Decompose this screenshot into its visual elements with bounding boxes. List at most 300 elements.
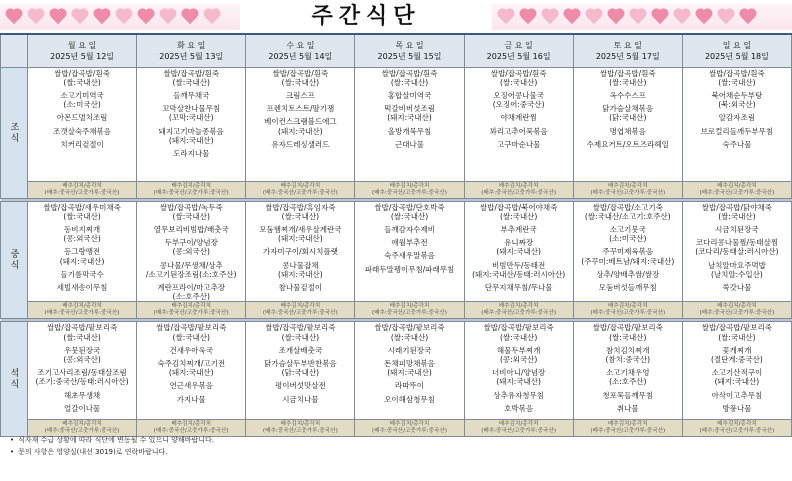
heart-icon <box>672 8 692 26</box>
menu-item: 쌀밥/잡곡밥/흰죽 <box>163 68 220 78</box>
menu-item: 쌀밥/잡곡밥/팥보리죽 <box>46 323 118 333</box>
origin-note: /소고기된장조림(소:호주산) <box>145 269 237 279</box>
kimchi-cell <box>464 420 573 437</box>
menu-item: 시금치된장국 <box>715 224 759 234</box>
origin-note: (돼지:국내산) <box>278 269 323 279</box>
menu-item: 들깨무채국 <box>173 90 210 100</box>
menu-item: 소고기뭇국 <box>609 224 646 234</box>
menu-item: 가자미구이/회시치플랫 <box>262 247 338 257</box>
heart-icon <box>540 8 560 26</box>
menu-cell <box>573 201 682 302</box>
menu-item: 도라지나물 <box>173 148 210 158</box>
origin-note: (배추:중국산/고춧가루:중국산) <box>590 310 666 317</box>
menu-item: 방풍나물 <box>722 403 752 413</box>
origin-note: (소:미국산) <box>609 234 647 244</box>
kimchi-cell <box>682 420 791 437</box>
origin-note: (배추:중국산/고춧가루:중국산) <box>481 310 557 317</box>
menu-item: 시래기된장국 <box>387 345 432 355</box>
menu-item: 참치김치찌개 <box>606 345 650 355</box>
origin-note: (배추:중국산/고춧가루:중국산) <box>481 189 557 196</box>
menu-item: 들기름막국수 <box>60 269 104 279</box>
day-name: 월 요 일 <box>67 41 97 50</box>
menu-cell <box>28 201 137 302</box>
origin-note: (소:미국산) <box>63 100 101 110</box>
origin-note: (돼지:국내산) <box>59 256 105 266</box>
origin-note: (돼지:국내산) <box>496 377 541 387</box>
day-header <box>573 34 682 67</box>
day-header <box>28 34 137 67</box>
menu-item: 코다리콩나물찜/동태살찜 <box>695 238 779 248</box>
menu-item: 홍합살미역국 <box>387 90 432 100</box>
kimchi-cell <box>28 181 137 198</box>
origin-note: (배추:중국산/고춧가루:중국산) <box>262 310 338 317</box>
origin-note: (돼지:국내산) <box>168 368 214 378</box>
origin-note: (오징어:중국산) <box>492 100 545 110</box>
kimchi-item: 배추김치/총각치 <box>607 303 648 310</box>
kimchi-item: 배추김치/총각치 <box>389 303 430 310</box>
kimchi-item: 배추김치/총각치 <box>280 182 321 189</box>
day-name: 목 요 일 <box>395 41 424 50</box>
kimchi-cell <box>355 302 464 319</box>
kimchi-cell <box>464 181 573 198</box>
day-date: 2025년 5월 18일 <box>704 52 769 61</box>
menu-item: 애월부추전 <box>391 238 428 248</box>
kimchi-row <box>1 181 792 198</box>
heart-icon <box>694 8 714 26</box>
origin-note: (쌀:국내산) <box>499 77 538 87</box>
heart-icon <box>628 8 648 26</box>
kimchi-item: 배추김치/총각치 <box>498 303 539 310</box>
origin-note: (배추:중국산/고춧가루:중국산) <box>699 428 775 435</box>
kimchi-cell <box>573 420 682 437</box>
menu-item: 소고기산적구이 <box>711 368 763 378</box>
kimchi-cell <box>464 302 573 319</box>
heart-decoration-right <box>492 4 792 30</box>
menu-item: 소고기미역국 <box>60 90 104 100</box>
kimchi-item: 배추김치/총각치 <box>62 421 102 428</box>
menu-cell <box>28 322 137 420</box>
day-header <box>246 34 355 67</box>
heart-icon <box>136 8 156 26</box>
kimchi-cell <box>246 181 355 198</box>
menu-item: 근대나물 <box>395 139 424 149</box>
kimchi-item: 배추김치/총각치 <box>389 421 430 428</box>
menu-cell <box>137 201 246 302</box>
menu-cell <box>573 67 682 181</box>
heart-icon <box>518 8 538 26</box>
origin-note: (돼지:국내산) <box>387 368 432 378</box>
day-date: 2025년 5월 12일 <box>50 52 115 61</box>
heart-icon <box>92 8 112 26</box>
menu-item: 열무보리비빔밥/배춧국 <box>153 224 229 234</box>
kimchi-item: 배추김치/총각치 <box>607 182 648 189</box>
menu-item: 상추유자청무침 <box>493 390 544 400</box>
menu-item: 돈채피망채볶음 <box>384 358 435 368</box>
footer-note-text: 문의 사항은 영양실(내선 3019)로 연락바랍니다. <box>18 448 168 456</box>
day-date: 2025년 5월 14일 <box>268 52 333 61</box>
menu-item: 주꾸미제육볶음 <box>602 247 654 257</box>
day-date: 2025년 5월 17일 <box>595 52 660 61</box>
day-name: 일 요 일 <box>722 41 752 50</box>
weekly-menu-table <box>0 33 792 437</box>
origin-note: (쌀:국내산) <box>63 211 101 221</box>
origin-note: (배추:중국산/고춧가루:중국산) <box>699 189 775 196</box>
menu-item: 알감자조림 <box>718 113 756 123</box>
menu-item: 상추/양배추쌈/쌈장 <box>596 269 660 279</box>
menu-item: 꽃게찌개 <box>722 345 752 355</box>
origin-note: (쌀:국내산) <box>172 332 210 342</box>
day-name: 토 요 일 <box>613 41 642 50</box>
kimchi-cell <box>573 181 682 198</box>
menu-body <box>1 67 792 437</box>
footer-note <box>10 434 214 446</box>
footer-note <box>10 446 214 458</box>
bullet-icon: • <box>10 448 15 456</box>
menu-cell <box>682 67 791 181</box>
menu-cell <box>246 322 355 420</box>
menu-item: 쑥갓나물 <box>722 282 752 292</box>
menu-item: 들깨감자수제비 <box>384 224 435 234</box>
origin-note: (돼지:국내산/동태:러시아산) <box>472 269 566 279</box>
day-header <box>682 34 791 67</box>
meal-label-cell <box>1 322 28 437</box>
kimchi-row <box>1 302 792 319</box>
origin-note: (쌀:국내산) <box>499 211 538 221</box>
menu-item: 쌀밥/잡곡밥/흰죽 <box>599 68 656 78</box>
kimchi-item: 배추김치/총각치 <box>171 303 212 310</box>
menu-cell <box>137 67 246 181</box>
meal-row <box>1 67 792 181</box>
heart-icon <box>4 8 24 26</box>
menu-item: 건새우아욱국 <box>169 345 213 355</box>
origin-note: (북:외국산) <box>718 100 756 110</box>
origin-note: (배추:중국산/고춧가루:중국산) <box>481 428 557 435</box>
origin-note: (돼지:국내산) <box>387 113 432 123</box>
menu-item: 숙주김치찌개/고기전 <box>157 358 226 368</box>
menu-cell <box>28 67 137 181</box>
heart-icon <box>606 8 626 26</box>
origin-note: (콩:외국산) <box>172 247 210 257</box>
menu-cell <box>573 322 682 420</box>
menu-item: 쌀밥/잡곡밥/팥보리죽 <box>483 323 554 333</box>
menu-item: 쌀밥/잡곡밥/닭야채죽 <box>701 202 773 212</box>
origin-note: (배추:중국산/고춧가루:중국산) <box>262 428 338 435</box>
menu-item: 고구마순나물 <box>496 139 541 149</box>
origin-note: (배추:중국산/고춧가루:중국산) <box>590 428 666 435</box>
heart-icon <box>26 8 46 26</box>
menu-item: 쌀밥/잡곡밥/소고기죽 <box>592 202 663 212</box>
menu-item: 닭가슴살두부반찬볶음 <box>264 358 337 368</box>
menu-cell <box>355 67 464 181</box>
origin-note: (닭:국내산) <box>609 113 647 123</box>
corner-cell <box>1 34 28 67</box>
menu-cell <box>464 67 573 181</box>
origin-note: (돼지:국내산) <box>278 234 323 244</box>
menu-item: 모둠햄찌개/새우살계란국 <box>259 224 342 234</box>
kimchi-cell <box>246 420 355 437</box>
origin-note: (콩:외국산) <box>63 354 101 364</box>
menu-item: 쌀밥/잡곡밥/새우미채죽 <box>43 202 121 212</box>
day-name: 금 요 일 <box>504 41 533 50</box>
footer-note-text: 식자재 수급 상황에 따라 식단에 변동될 수 있으니 양해바랍니다. <box>18 436 214 444</box>
origin-note: (배추:중국산/고춧가루:중국산) <box>262 189 338 196</box>
origin-note: (배추:중국산/고춧가루:중국산) <box>372 428 447 435</box>
heart-icon <box>584 8 604 26</box>
origin-note: (쌀:국내산) <box>609 332 647 342</box>
menu-item: 쌀밥/잡곡밥/단호박죽 <box>374 202 445 212</box>
origin-note: (콩:외국산) <box>499 354 538 364</box>
origin-note: (배추:중국산/고춧가루:중국산) <box>153 189 229 196</box>
menu-item: 프렌치토스트/딸기잼 <box>266 104 335 114</box>
menu-item: 단무지채무침/무나물 <box>484 282 553 292</box>
menu-item: 쌀밥/잡곡밥/팥보리죽 <box>701 323 773 333</box>
menu-item: 아몬드멸치조림 <box>56 113 108 123</box>
menu-item: 모둠버섯들깨무침 <box>598 282 657 292</box>
kimchi-cell <box>137 181 246 198</box>
menu-item: 동비지찌개 <box>63 224 101 234</box>
origin-note: (쌀:국내산) <box>718 332 756 342</box>
meal-row <box>1 201 792 302</box>
menu-item: 꼬막살찬나물무침 <box>162 104 221 114</box>
menu-cell <box>464 201 573 302</box>
kimchi-item: 배추김치/총각치 <box>717 303 757 310</box>
origin-note: (쌀:국내산) <box>281 77 320 87</box>
heart-icon <box>202 8 222 26</box>
menu-item: 쌀밥/잡곡밥/팥보리죽 <box>592 323 663 333</box>
menu-item: 오이해삼청무침 <box>384 394 435 404</box>
origin-note: (쌀:국내산) <box>63 77 101 87</box>
origin-note: (돼지:국내산) <box>168 135 214 145</box>
kimchi-item: 배추김치/총각치 <box>171 421 212 428</box>
menu-cell <box>682 201 791 302</box>
menu-item: 우뭇된장국 <box>63 345 101 355</box>
day-header <box>355 34 464 67</box>
menu-item: 유니짜장 <box>504 238 534 248</box>
origin-note: (쌀:국내산) <box>390 211 429 221</box>
menu-item: 날치알마요주먹밥 <box>707 260 766 270</box>
menu-item: 쌀밥/잡곡밥/녹두죽 <box>159 202 223 212</box>
footer-notes <box>10 434 214 458</box>
menu-item: 소고기채우엉 <box>606 368 650 378</box>
kimchi-item: 배추김치/총각치 <box>498 182 539 189</box>
menu-item: 취나물 <box>616 403 639 413</box>
menu-item: 쌀밥/잡곡밥/흰죽 <box>490 68 547 78</box>
menu-item: 쌀밥/잡곡밥/흰죽 <box>54 68 110 78</box>
meal-label-cell <box>1 201 28 319</box>
origin-note: (닭:국내산) <box>281 368 320 378</box>
origin-note: (배추:중국산/고춧가루:중국산) <box>590 189 666 196</box>
origin-note: (쌀:국내산) <box>609 77 647 87</box>
origin-note: (쌀:국내산/소고기:호주산) <box>584 211 671 221</box>
origin-note: (참치:중국산) <box>605 354 651 364</box>
day-name: 화 요 일 <box>177 41 206 50</box>
menu-item: 부추계란국 <box>500 224 537 234</box>
meal-label: 조식 <box>8 121 19 144</box>
menu-item: 옥수수스프 <box>609 90 646 100</box>
menu-item: 두부구이/양념장 <box>164 238 218 248</box>
menu-item: 숙주새우말볶음 <box>384 251 435 261</box>
menu-item: 쌀밥/잡곡밥/팥보리죽 <box>156 323 227 333</box>
origin-note: (배추:중국산/고춧가루:중국산) <box>372 310 447 317</box>
menu-item: 시금치나물 <box>282 394 319 404</box>
origin-note: (콩:외국산) <box>63 234 101 244</box>
origin-note: (쌀:국내산) <box>718 77 756 87</box>
menu-item: 조갯살숙주채볶음 <box>53 126 112 136</box>
menu-item: 떡갈비버섯조림 <box>384 104 435 114</box>
menu-item: 쌀밥/잡곡밥/북어야채죽 <box>479 202 558 212</box>
origin-note: (조기:중국산/동태:러시아산) <box>35 377 129 387</box>
menu-item: 야채계란찜 <box>500 113 537 123</box>
heart-icon <box>48 8 68 26</box>
meal-label: 중식 <box>8 248 19 271</box>
heart-icon <box>562 8 582 26</box>
menu-item: 계란프라이/마고추장 <box>157 282 226 292</box>
origin-note: (배추:중국산/고춧가루:중국산) <box>153 310 229 317</box>
menu-item: 참나물겉절이 <box>278 282 323 292</box>
menu-item: 올방개묵무침 <box>387 126 432 136</box>
menu-cell <box>682 322 791 420</box>
menu-item: 유자드레싱샐러드 <box>271 139 330 149</box>
kimchi-cell <box>137 302 246 319</box>
menu-cell <box>355 201 464 302</box>
menu-item: 평이버섯맛살전 <box>274 381 326 391</box>
origin-note: (주꾸미:베트남/돼지:국내산) <box>581 256 675 266</box>
menu-item: 크림스프 <box>285 90 315 100</box>
kimchi-cell <box>682 302 791 319</box>
menu-item: 오징어콩나물국 <box>493 90 544 100</box>
menu-item: 해물두부찌개 <box>496 345 541 355</box>
kimchi-item: 배추김치/총각치 <box>717 182 757 189</box>
origin-note: (꼬막:국내산) <box>168 113 214 123</box>
menu-item: 콩나물잡채 <box>282 260 319 270</box>
day-header <box>464 34 573 67</box>
menu-item: 해초무생채 <box>63 390 101 400</box>
kimchi-cell <box>355 181 464 198</box>
menu-cell <box>137 322 246 420</box>
origin-note: (배추:중국산/고춧가루:중국산) <box>44 428 120 435</box>
origin-note: (쌀:국내산) <box>499 332 538 342</box>
origin-note: (배추:중국산/고춧가루:중국산) <box>153 428 229 435</box>
kimchi-item: 배추김치/총각치 <box>280 421 321 428</box>
kimchi-item: 배추김치/총각치 <box>717 421 757 428</box>
menu-item: 브로컬리들깨두부무침 <box>700 126 774 136</box>
heart-icon <box>496 8 516 26</box>
day-name: 수 요 일 <box>286 41 315 50</box>
menu-item: 등그랑땡전 <box>63 247 101 257</box>
origin-note: (쌀:국내산) <box>63 332 101 342</box>
heart-icon <box>650 8 670 26</box>
day-header <box>137 34 246 67</box>
origin-note: (배추:중국산/고춧가루:중국산) <box>372 189 447 196</box>
menu-cell <box>246 67 355 181</box>
page-title: 주간식단 <box>311 3 421 29</box>
menu-item: 아삭이고추무침 <box>711 390 763 400</box>
origin-note: (쌀:국내산) <box>390 332 429 342</box>
menu-item: 쌀밥/잡곡밥/흰죽 <box>709 68 765 78</box>
menu-cell <box>246 201 355 302</box>
origin-note: (쌀:국내산) <box>281 332 320 342</box>
menu-item: 수제요거트/오트즈라헤일 <box>586 139 669 149</box>
origin-note: (절단게:중국산) <box>710 354 763 364</box>
meal-row <box>1 322 792 420</box>
origin-note: (배추:중국산/고춧가루:중국산) <box>699 310 775 317</box>
heart-icon <box>716 8 736 26</box>
menu-item: 가지나물 <box>176 394 206 404</box>
kimchi-item: 배추김치/총각치 <box>498 421 539 428</box>
heart-icon <box>180 8 200 26</box>
header-banner <box>0 0 792 33</box>
kimchi-cell <box>355 420 464 437</box>
menu-item: 쌀밥/잡곡밥/흰죽 <box>381 68 438 78</box>
kimchi-item: 배추김치/총각치 <box>62 303 102 310</box>
menu-item: 베이컨스크램블드에그 <box>264 117 337 127</box>
origin-note: (배추:중국산/고춧가루:중국산) <box>44 189 120 196</box>
day-header-row <box>1 34 792 67</box>
menu-item: 쌀밥/잡곡밥/흑임자죽 <box>265 202 336 212</box>
kimchi-item: 배추김치/총각치 <box>171 182 212 189</box>
kimchi-cell <box>682 181 791 198</box>
heart-icon <box>114 8 134 26</box>
menu-item: 비빔만두/동태전 <box>492 260 546 270</box>
menu-cell <box>355 322 464 420</box>
origin-note: (소:호주산) <box>172 292 210 302</box>
menu-item: 닭가슴살채볶음 <box>602 104 654 114</box>
menu-item: 호박볶음 <box>504 403 534 413</box>
origin-note: (돼지:국내산) <box>714 377 760 387</box>
kimchi-item: 배추김치/총각치 <box>62 182 102 189</box>
origin-note: (돼지:국내산) <box>278 126 323 136</box>
origin-note: (코다리/동태살:러시아산) <box>695 247 779 257</box>
menu-item: 연근새우볶음 <box>169 381 213 391</box>
kimchi-cell <box>28 302 137 319</box>
kimchi-item: 배추김치/총각치 <box>280 303 321 310</box>
menu-item: 돼지고기마늘종볶음 <box>158 126 224 136</box>
day-date: 2025년 5월 15일 <box>377 52 442 61</box>
day-date: 2025년 5월 13일 <box>159 52 224 61</box>
menu-item: 청포묵들깨무침 <box>602 390 654 400</box>
heart-icon <box>158 8 178 26</box>
menu-item: 너비아니/양념장 <box>492 368 546 378</box>
origin-note: (쌀:국내산) <box>172 211 210 221</box>
menu-item: 조개살배춧국 <box>278 345 323 355</box>
origin-note: (날치알:수입산) <box>710 269 763 279</box>
menu-item: 쌀밥/잡곡밥/흰죽 <box>272 68 329 78</box>
heart-icon <box>70 8 90 26</box>
origin-note: (쌀:국내산) <box>718 211 756 221</box>
menu-item: 꽈리고추어묵볶음 <box>489 126 548 136</box>
origin-note: (배추:중국산/고춧가루:중국산) <box>44 310 120 317</box>
kimchi-cell <box>246 302 355 319</box>
meal-label: 석식 <box>8 368 19 391</box>
menu-item: 쌀밥/잡곡밥/팥보리죽 <box>374 323 445 333</box>
kimchi-cell <box>573 302 682 319</box>
origin-note: (쌀:국내산) <box>281 211 320 221</box>
kimchi-item: 배추김치/총각치 <box>607 421 648 428</box>
menu-item: 파래두말펭이무침/파래무침 <box>364 264 455 274</box>
menu-item: 치커리겉절이 <box>60 139 104 149</box>
origin-note: (쌀:국내산) <box>172 77 210 87</box>
menu-item: 세빌새송이무침 <box>56 282 108 292</box>
origin-note: (쌀:국내산) <box>390 77 429 87</box>
origin-note: (소:호주산) <box>609 377 647 387</box>
day-date: 2025년 5월 16일 <box>486 52 551 61</box>
heart-icon <box>738 8 758 26</box>
menu-item: 콩나물/무생채/상추 <box>159 260 223 270</box>
heart-decoration-left <box>0 4 240 30</box>
menu-item: 명엽채볶음 <box>609 126 646 136</box>
menu-item: 숙주나물 <box>722 139 752 149</box>
menu-item: 얼갈이나물 <box>63 403 101 413</box>
